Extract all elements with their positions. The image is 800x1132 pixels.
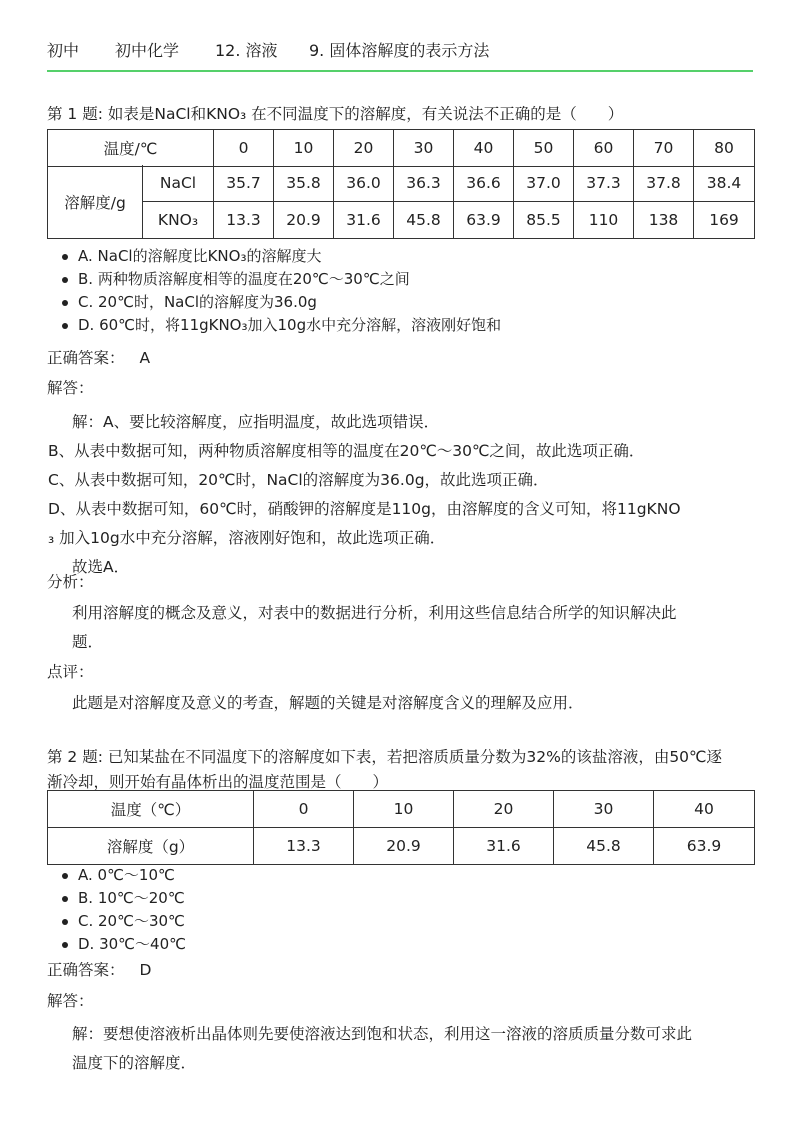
option-c[interactable]: C. 20℃时，NaCl的溶解度为36.0g bbox=[60, 291, 501, 314]
row-label: NaCl bbox=[143, 165, 214, 202]
header-cell: 30 bbox=[554, 791, 654, 828]
row-label: KNO₃ bbox=[143, 202, 214, 239]
q1-solution-label: 解答： bbox=[47, 379, 94, 397]
table-cell: 31.6 bbox=[334, 202, 394, 239]
q1-answer bbox=[47, 347, 150, 369]
solution-line: ₃ 加入10g水中充分溶解，溶液刚好饱和，故此选项正确． bbox=[48, 529, 446, 547]
table-row bbox=[48, 202, 755, 239]
table-cell: 37.8 bbox=[634, 165, 694, 202]
option-b[interactable]: B. 两种物质溶解度相等的温度在20℃～30℃之间 bbox=[60, 268, 501, 291]
breadcrumb-level[interactable]: 初中 bbox=[47, 41, 80, 60]
header-cell: 0 bbox=[254, 791, 354, 828]
table-cell: 31.6 bbox=[454, 828, 554, 865]
table-cell: 36.0 bbox=[334, 165, 394, 202]
option-d[interactable]: D. 60℃时，将11gKNO₃加入10g水中充分溶解，溶液刚好饱和 bbox=[60, 314, 501, 337]
answer-value: D bbox=[139, 961, 152, 979]
breadcrumb-section[interactable]: 9. 固体溶解度的表示方法 bbox=[309, 41, 490, 60]
q2-answer bbox=[47, 959, 151, 981]
q2-title-line: 渐冷却，则开始有晶体析出的温度范围是（ ） bbox=[47, 773, 389, 791]
header-cell: 20 bbox=[454, 791, 554, 828]
table-cell: 37.0 bbox=[514, 165, 574, 202]
q1-solubility-table-body bbox=[47, 165, 755, 239]
table-cell: 36.3 bbox=[394, 165, 454, 202]
breadcrumb-subject[interactable]: 初中化学 bbox=[115, 41, 180, 60]
header-cell: 0 bbox=[214, 130, 274, 167]
table-cell: 85.5 bbox=[514, 202, 574, 239]
header-cell: 30 bbox=[394, 130, 454, 167]
q2-solubility-table bbox=[47, 790, 755, 865]
q2-options bbox=[60, 864, 186, 956]
answer-value: A bbox=[139, 349, 151, 367]
option-b[interactable]: B. 10℃～20℃ bbox=[60, 887, 186, 910]
solution-line: B、从表中数据可知，两种物质溶解度相等的温度在20℃～30℃之间，故此选项正确． bbox=[48, 442, 645, 460]
q2-solution bbox=[72, 1020, 732, 1078]
q1-comment-label: 点评： bbox=[47, 663, 94, 681]
table-header-row bbox=[48, 130, 755, 167]
row-group-label: 溶解度/g bbox=[48, 165, 143, 239]
q1-analysis-label: 分析： bbox=[47, 573, 94, 591]
header-cell: 40 bbox=[654, 791, 755, 828]
header-cell: 10 bbox=[354, 791, 454, 828]
table-header-row bbox=[48, 791, 755, 828]
solution-line: C、从表中数据可知，20℃时，NaCl的溶解度为36.0g，故此选项正确． bbox=[48, 471, 549, 489]
solution-line: 解：要想使溶液析出晶体则先要使溶液达到饱和状态，利用这一溶液的溶质质量分数可求此 bbox=[72, 1025, 693, 1043]
header-cell: 20 bbox=[334, 130, 394, 167]
q2-title-line: 第 2 题: 已知某盐在不同温度下的溶解度如下表，若把溶质质量分数为32%的该盐溶液，由50℃逐 bbox=[47, 748, 722, 766]
header-cell: 60 bbox=[574, 130, 634, 167]
header-cell: 50 bbox=[514, 130, 574, 167]
analysis-line: 利用溶解度的概念及意义，对表中的数据进行分析，利用这些信息结合所学的知识解决此 bbox=[72, 604, 677, 622]
table-cell: 45.8 bbox=[394, 202, 454, 239]
q1-analysis bbox=[72, 599, 732, 657]
solution-line: D、从表中数据可知，60℃时，硝酸钾的溶解度是110g，由溶解度的含义可知，将11gKNO bbox=[48, 500, 681, 518]
header-divider bbox=[47, 70, 753, 72]
solution-line: 解：A、要比较溶解度，应指明温度，故此选项错误． bbox=[72, 413, 440, 431]
q1-comment: 此题是对溶解度及意义的考查，解题的关键是对溶解度含义的理解及应用． bbox=[72, 694, 584, 712]
header-cell: 80 bbox=[694, 130, 755, 167]
table-cell: 13.3 bbox=[254, 828, 354, 865]
q1-options bbox=[60, 245, 501, 337]
breadcrumb-chapter[interactable]: 12. 溶液 bbox=[215, 41, 278, 60]
table-cell: 169 bbox=[694, 202, 755, 239]
header-cell: 10 bbox=[274, 130, 334, 167]
table-cell: 63.9 bbox=[654, 828, 755, 865]
row-label: 溶解度（g） bbox=[48, 828, 254, 865]
answer-label: 正确答案： bbox=[47, 961, 125, 979]
table-cell: 138 bbox=[634, 202, 694, 239]
option-a[interactable]: A. NaCl的溶解度比KNO₃的溶解度大 bbox=[60, 245, 501, 268]
table-cell: 20.9 bbox=[354, 828, 454, 865]
table-cell: 35.7 bbox=[214, 165, 274, 202]
header-cell: 40 bbox=[454, 130, 514, 167]
table-cell: 35.8 bbox=[274, 165, 334, 202]
table-cell: 110 bbox=[574, 202, 634, 239]
option-a[interactable]: A. 0℃～10℃ bbox=[60, 864, 186, 887]
breadcrumb bbox=[47, 40, 753, 70]
header-cell: 温度（℃） bbox=[48, 791, 254, 828]
header-cell: 70 bbox=[634, 130, 694, 167]
header-cell: 温度/℃ bbox=[48, 130, 214, 167]
option-d[interactable]: D. 30℃～40℃ bbox=[60, 933, 186, 956]
table-row bbox=[48, 828, 755, 865]
table-cell: 36.6 bbox=[454, 165, 514, 202]
analysis-line: 题． bbox=[72, 633, 104, 651]
q2-title bbox=[47, 745, 767, 795]
q1-title: 第 1 题: 如表是NaCl和KNO₃ 在不同温度下的溶解度，有关说法不正确的是（ ） bbox=[47, 105, 624, 123]
table-cell: 38.4 bbox=[694, 165, 755, 202]
solution-line: 故选A． bbox=[72, 558, 130, 576]
option-c[interactable]: C. 20℃～30℃ bbox=[60, 910, 186, 933]
q1-solution bbox=[48, 408, 732, 582]
table-cell: 37.3 bbox=[574, 165, 634, 202]
solution-line: 温度下的溶解度． bbox=[72, 1054, 197, 1072]
table-cell: 63.9 bbox=[454, 202, 514, 239]
q2-solution-label: 解答： bbox=[47, 992, 94, 1010]
answer-label: 正确答案： bbox=[47, 349, 125, 367]
table-cell: 45.8 bbox=[554, 828, 654, 865]
table-cell: 13.3 bbox=[214, 202, 274, 239]
table-cell: 20.9 bbox=[274, 202, 334, 239]
table-row bbox=[48, 165, 755, 202]
q1-solubility-table bbox=[47, 129, 755, 167]
